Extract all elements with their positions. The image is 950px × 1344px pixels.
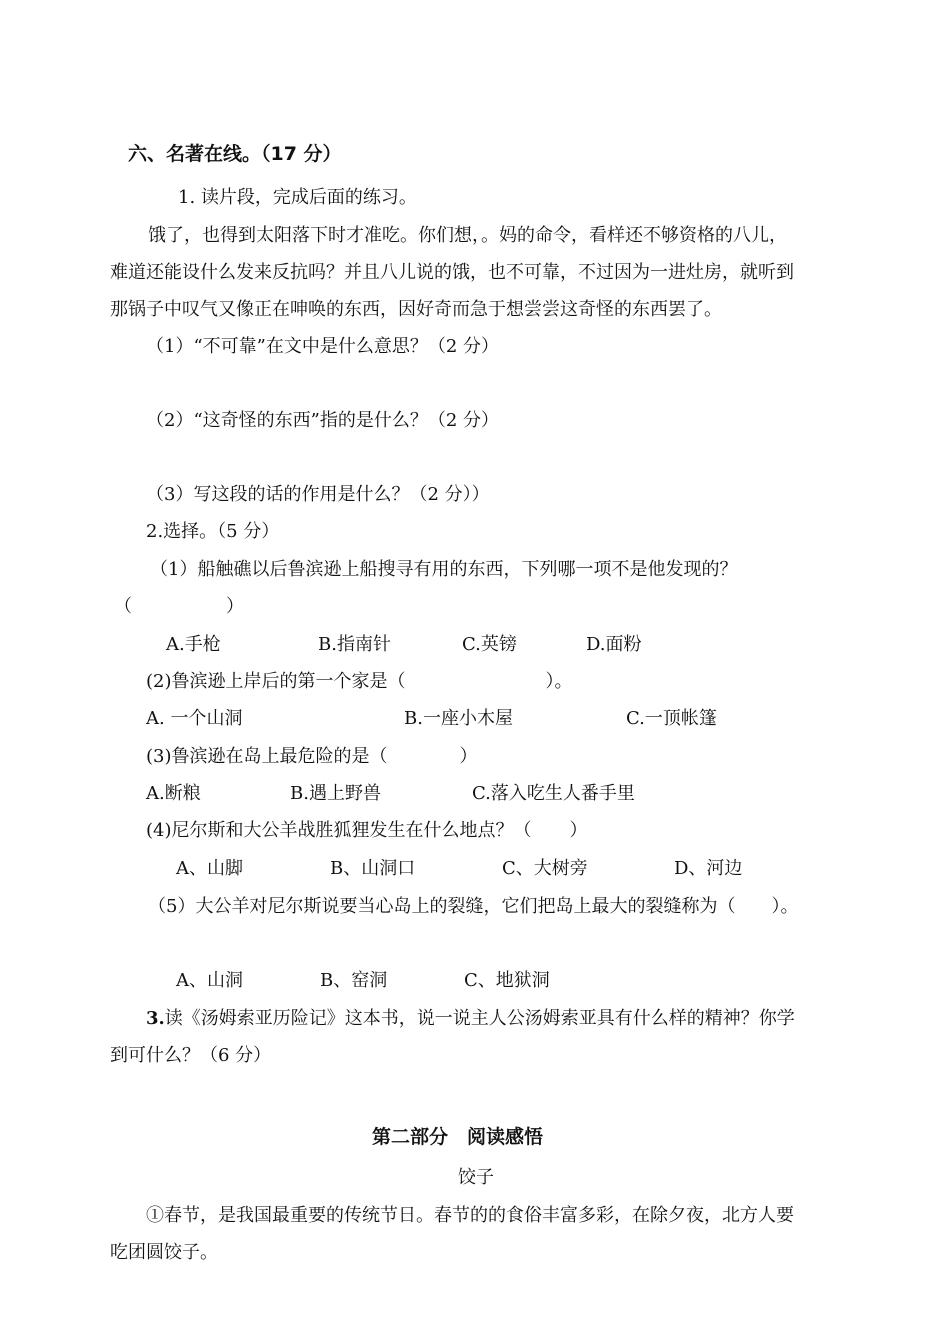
passage-line-3: 那锅子中叹气又像正在呻唤的东西，因好奇而急于想尝尝这奇怪的东西罢了。: [110, 299, 722, 320]
choice3-question: (3)鲁滨逊在岛上最危险的是（ ）: [146, 746, 478, 767]
choice5-question: （5）大公羊对尼尔斯说要当心岛上的裂缝，它们把岛上最大的裂缝称为（ ）。: [148, 896, 799, 917]
choice3-option-a: A.断粮: [146, 783, 201, 804]
choice4-option-a: A、山脚: [176, 858, 243, 879]
subquestion-2: （2）“这奇怪的东西”指的是什么？（2 分）: [146, 410, 500, 431]
choice1-option-b: B.指南针: [318, 634, 391, 655]
paren-close: ）: [226, 596, 244, 617]
choice2-option-c: C.一顶帐篷: [626, 708, 717, 729]
choice3-option-c: C.落入吃生人番手里: [472, 783, 635, 804]
choice2-option-a: A. 一个山洞: [146, 708, 243, 729]
subquestion-1: （1）“不可靠”在文中是什么意思？（2 分）: [146, 336, 500, 357]
passage-line-2: 难道还能设什么发来反抗吗？并且八儿说的饿，也不可靠，不过因为一进灶房，就听到: [110, 262, 794, 283]
q3-line-1: 3.读《汤姆索亚历险记》这本书，说一说主人公汤姆索亚具有什么样的精神？你学: [146, 1008, 795, 1029]
choice5-option-a: A、山洞: [176, 970, 243, 991]
paren-open: （: [114, 596, 132, 617]
subquestion-3: （3）写这段的话的作用是什么？（2 分））: [146, 484, 490, 505]
article-para-line-2: 吃团圆饺子。: [110, 1242, 218, 1263]
choice1-answer-blank[interactable]: [114, 595, 244, 619]
article-para-line-1: ①春节，是我国最重要的传统节日。春节的的食俗丰富多彩，在除夕夜，北方人要: [146, 1205, 794, 1226]
choice1-option-c: C.英镑: [462, 634, 517, 655]
choice4-option-c: C、大树旁: [502, 858, 588, 879]
q1-intro: 1. 读片段，完成后面的练习。: [178, 187, 417, 208]
article-title: 饺子: [458, 1167, 494, 1188]
q2-heading: 2.选择。（5 分）: [146, 521, 280, 542]
choice5-option-c: C、地狱洞: [464, 970, 550, 991]
choice5-option-b: B、窑洞: [320, 970, 388, 991]
passage-line-1: 饿了，也得到太阳落下时才准吃。你们想，。妈的命令，看样还不够资格的八儿，: [148, 225, 787, 246]
q3-line-2: 到可什么？（6 分）: [110, 1045, 272, 1066]
choice2-option-b: B.一座小木屋: [404, 708, 513, 729]
choice4-option-b: B、山洞口: [330, 858, 416, 879]
choice2-question: (2)鲁滨逊上岸后的第一个家是（ ）。: [146, 671, 573, 692]
section6-heading: 六、名著在线。（17 分）: [128, 143, 342, 165]
part2-heading: 第二部分 阅读感悟: [372, 1126, 544, 1148]
choice3-option-b: B.遇上野兽: [290, 783, 381, 804]
choice1-question: （1）船触礁以后鲁滨逊上船搜寻有用的东西，下列哪一项不是他发现的？: [150, 559, 738, 580]
choice1-option-d: D.面粉: [586, 634, 642, 655]
choice4-question: (4)尼尔斯和大公羊战胜狐狸发生在什么地点？（ ）: [146, 820, 588, 841]
choice1-option-a: A.手枪: [166, 634, 221, 655]
choice4-option-d: D、河边: [674, 858, 743, 879]
